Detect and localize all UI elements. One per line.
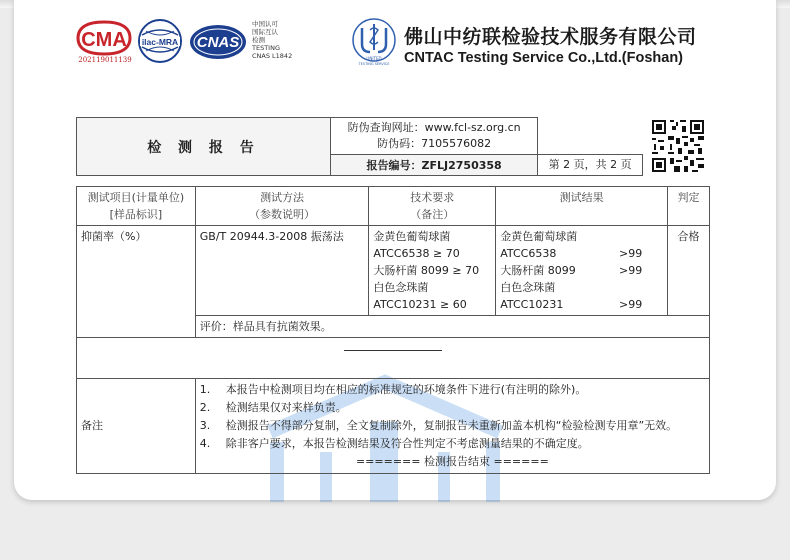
- header-requirement-line: 技术要求: [410, 191, 455, 204]
- row-item: 抑菌率（%）: [77, 226, 196, 338]
- svg-text:UNITED: UNITED: [366, 56, 382, 61]
- note-item: [200, 399, 705, 417]
- note-text: 本报告中检测项目均在相应的标准规定的环境条件下进行(有注明的除外)。: [225, 383, 587, 396]
- remark-row: [77, 379, 710, 474]
- verify-url: 防伪查询网址：www.fcl-sz.org.cn: [347, 121, 521, 134]
- note-item: [200, 417, 705, 435]
- result-value: >99: [619, 298, 643, 311]
- header-result: 测试结果: [496, 187, 668, 226]
- requirement-line: 白色念珠菌: [373, 281, 429, 294]
- header-judgement: 判定: [668, 187, 710, 226]
- signature-cell: [77, 338, 710, 379]
- result-label: 大肠杆菌 8099: [500, 264, 576, 277]
- note-item: [200, 381, 705, 399]
- remark-notes: [195, 379, 709, 474]
- note-number: 3.: [199, 419, 211, 432]
- header-method-line: 测试方法: [260, 191, 305, 204]
- header-method-line: （参数说明）: [249, 208, 316, 221]
- note-item: [200, 435, 705, 453]
- cnas-accreditation-text: [252, 20, 292, 60]
- svg-text:ilac-MRA: ilac-MRA: [141, 37, 179, 47]
- signature-row: [77, 338, 710, 379]
- cma-number: 202119011139: [78, 56, 132, 64]
- row-judgement: 合格: [668, 226, 710, 316]
- note-text: 除非客户要求，本报告检测结果及符合性判定不考虑测量结果的不确定度。: [225, 437, 589, 450]
- cnas-logo-icon: [188, 22, 248, 62]
- result-line: [500, 245, 663, 262]
- signature-line: [344, 350, 442, 351]
- company-name-cn: 佛山中纺联检验技术服务有限公司: [404, 26, 697, 48]
- report-title: 检 测 报 告: [77, 118, 331, 176]
- note-text: 检测结果仅对来样负责。: [225, 401, 347, 414]
- report-end-line: ======= 检测报告结束 ======: [355, 455, 549, 468]
- header-item-line: 测试项目(计量单位): [87, 191, 185, 204]
- notes-list: [200, 381, 705, 471]
- result-label: 白色念珠菌: [500, 281, 556, 294]
- page-info: 第 2 页，共 2 页: [538, 155, 643, 176]
- header-item: [77, 187, 196, 226]
- row-results: [496, 226, 668, 316]
- result-line: [500, 262, 663, 279]
- company-name-en: CNTAC Testing Service Co.,Ltd.(Foshan): [404, 50, 684, 66]
- ilac-mra-logo-icon: [136, 17, 184, 65]
- requirement-line: 金黄色葡萄球菌: [373, 230, 451, 243]
- cntac-logo-icon: [350, 16, 398, 68]
- table-row: [77, 226, 710, 316]
- note-number: 2.: [199, 401, 211, 414]
- row-requirements: [369, 226, 496, 316]
- cnas-line: 中国认可: [252, 20, 278, 28]
- report-number: 报告编号：ZFLJ2750358: [331, 155, 538, 176]
- table-header-row: [77, 187, 710, 226]
- results-table: [76, 186, 710, 474]
- note-number: 4.: [199, 437, 211, 450]
- header-requirement-line: （备注）: [410, 208, 455, 221]
- verify-info: [331, 118, 538, 155]
- verify-code: 防伪码：7105576082: [377, 137, 492, 150]
- result-value: >99: [619, 264, 643, 277]
- requirement-line: ATCC10231 ≥ 60: [373, 298, 467, 311]
- requirement-line: 大肠杆菌 8099 ≥ 70: [373, 264, 480, 277]
- result-label: 金黄色葡萄球菌: [500, 230, 578, 243]
- requirement-line: ATCC6538 ≥ 70: [373, 247, 460, 260]
- note-text: 检测报告不得部分复制，全文复制除外，复制报告未重新加盖本机构“检验检测专用章”无效。: [225, 419, 678, 432]
- result-label: ATCC10231: [500, 298, 564, 311]
- qr-code-icon: [650, 118, 706, 174]
- result-line: [500, 279, 663, 296]
- result-line: [500, 296, 663, 313]
- svg-text:CNAS: CNAS: [196, 34, 240, 51]
- result-line: [500, 228, 663, 245]
- header-requirement: [369, 187, 496, 226]
- header-method: [195, 187, 369, 226]
- cnas-line: 国际互认: [252, 28, 278, 36]
- result-label: ATCC6538: [500, 247, 557, 260]
- cnas-line: 检测: [252, 36, 265, 44]
- report-header-table: [76, 117, 643, 176]
- cnas-line: TESTING: [252, 44, 280, 52]
- cnas-line: CNAS L1842: [252, 52, 293, 60]
- svg-text:CMA: CMA: [81, 29, 127, 51]
- note-number: 1.: [199, 383, 211, 396]
- result-value: >99: [619, 247, 643, 260]
- remark-label: 备注: [77, 379, 196, 474]
- evaluation-text: 评价：样品具有抗菌效果。: [195, 316, 709, 338]
- row-method: GB/T 20944.3-2008 振荡法: [195, 226, 369, 316]
- svg-text:TESTING SERVICE: TESTING SERVICE: [358, 62, 390, 66]
- header-item-line: [样品标识]: [109, 208, 163, 221]
